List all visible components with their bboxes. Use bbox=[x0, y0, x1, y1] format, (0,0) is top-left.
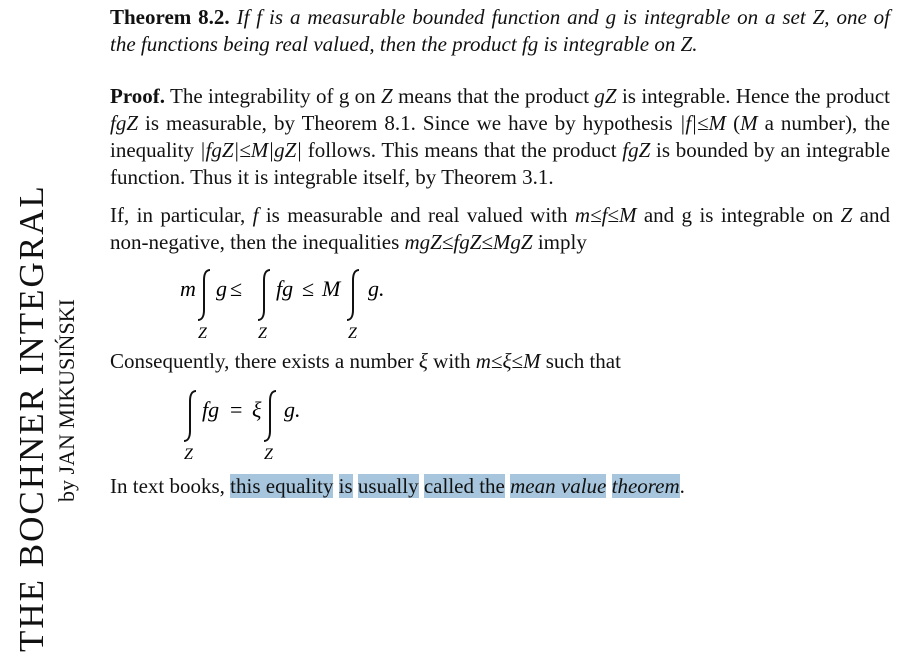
highlighted-text[interactable]: is bbox=[338, 474, 353, 498]
math-term: mgZ≤fgZ≤MgZ bbox=[404, 230, 533, 254]
proof-text: ( bbox=[726, 111, 741, 135]
eq-le2: ≤ bbox=[302, 276, 315, 301]
body-text: such that bbox=[540, 349, 621, 373]
highlighted-text[interactable]: usually bbox=[357, 474, 419, 498]
eq-M: M bbox=[322, 276, 341, 301]
integral-sign bbox=[258, 270, 270, 320]
eq-sub3: Z bbox=[348, 325, 357, 342]
eq-fg: fg bbox=[276, 276, 294, 301]
proof-text: means that the product bbox=[392, 84, 595, 108]
body-text: and non-negative, then the inequalities bbox=[110, 203, 890, 254]
body-text: . bbox=[679, 474, 685, 498]
eq2-sub2: Z bbox=[264, 446, 273, 463]
page-content bbox=[110, 4, 890, 500]
math-term: fgZ bbox=[622, 138, 651, 162]
eq2-xi: ξ bbox=[252, 397, 262, 422]
body-text: and g is integrable on bbox=[636, 203, 841, 227]
eq-sub1: Z bbox=[198, 325, 207, 342]
math-term: fgZ bbox=[110, 111, 139, 135]
math-term: ξ bbox=[418, 349, 428, 373]
theorem-paragraph bbox=[110, 4, 890, 58]
integral-inequality-equation bbox=[110, 266, 890, 340]
consequence-paragraph bbox=[110, 348, 890, 375]
math-term: Z bbox=[840, 203, 853, 227]
integral-sign bbox=[347, 270, 359, 320]
math-term: |fgZ|≤M|gZ| bbox=[199, 138, 303, 162]
proof-text: The integrability of g on bbox=[165, 84, 382, 108]
proof-paragraph bbox=[110, 83, 890, 191]
particular-case-paragraph bbox=[110, 202, 890, 256]
integral-sign bbox=[264, 391, 276, 441]
math-term: m≤ξ≤M bbox=[475, 349, 541, 373]
eq-le1: ≤ bbox=[230, 276, 243, 301]
math-term: |f|≤M bbox=[679, 111, 727, 135]
highlighted-text[interactable]: called the bbox=[423, 474, 505, 498]
eq2-g: g. bbox=[284, 397, 301, 422]
proof-text: is bounded by an integrable function. Thus it is integrable itself, by Theorem 3.1. bbox=[110, 138, 891, 189]
eq2-equals: = bbox=[230, 397, 243, 422]
eq-g2: g. bbox=[368, 276, 385, 301]
math-term: M bbox=[740, 111, 758, 135]
math-term: m≤f≤M bbox=[574, 203, 637, 227]
theorem-text: If f is a measurable bounded function and g is integrable on a set Z, one of the functions being real valued, then the product fg is integrable on Z. bbox=[110, 5, 890, 56]
proof-text: follows. This means that the product bbox=[302, 138, 623, 162]
proof-text: is integrable. Hence the product bbox=[616, 84, 891, 108]
eq2-sub1: Z bbox=[184, 446, 193, 463]
body-text: with bbox=[427, 349, 476, 373]
math-term: f bbox=[252, 203, 259, 227]
proof-text: a number), the inequality bbox=[110, 111, 890, 162]
eq2-fg: fg bbox=[202, 397, 220, 422]
proof-label: Proof. bbox=[110, 84, 166, 108]
integral-sign bbox=[198, 270, 210, 320]
mean-value-svg bbox=[110, 387, 370, 461]
body-text: is measurable and real valued with bbox=[258, 203, 575, 227]
mean-value-equation bbox=[110, 387, 890, 461]
math-term: gZ bbox=[594, 84, 617, 108]
highlighted-text[interactable]: theorem bbox=[611, 474, 680, 498]
body-text: imply bbox=[532, 230, 587, 254]
book-author-vertical: by JAN MIKUSIŃSKI bbox=[54, 299, 79, 502]
integral-sign bbox=[184, 391, 196, 441]
body-text: In text books, bbox=[110, 474, 231, 498]
eq-m: m bbox=[180, 276, 196, 301]
proof-text: is measurable, by Theorem 8.1. Since we have by hypothesis bbox=[138, 111, 680, 135]
book-title-vertical: THE BOCHNER INTEGRAL bbox=[12, 184, 51, 652]
highlighted-text[interactable]: mean value bbox=[510, 474, 607, 498]
body-text: If, in particular, bbox=[110, 203, 253, 227]
eq-g1: g bbox=[216, 276, 227, 301]
body-text: Consequently, there exists a number bbox=[110, 349, 419, 373]
math-term: Z bbox=[381, 84, 393, 108]
eq-sub2: Z bbox=[258, 325, 267, 342]
closing-paragraph bbox=[110, 473, 890, 500]
highlighted-text[interactable]: this equality bbox=[230, 474, 334, 498]
theorem-label: Theorem 8.2. bbox=[110, 5, 230, 29]
integral-inequality-svg bbox=[110, 266, 440, 340]
